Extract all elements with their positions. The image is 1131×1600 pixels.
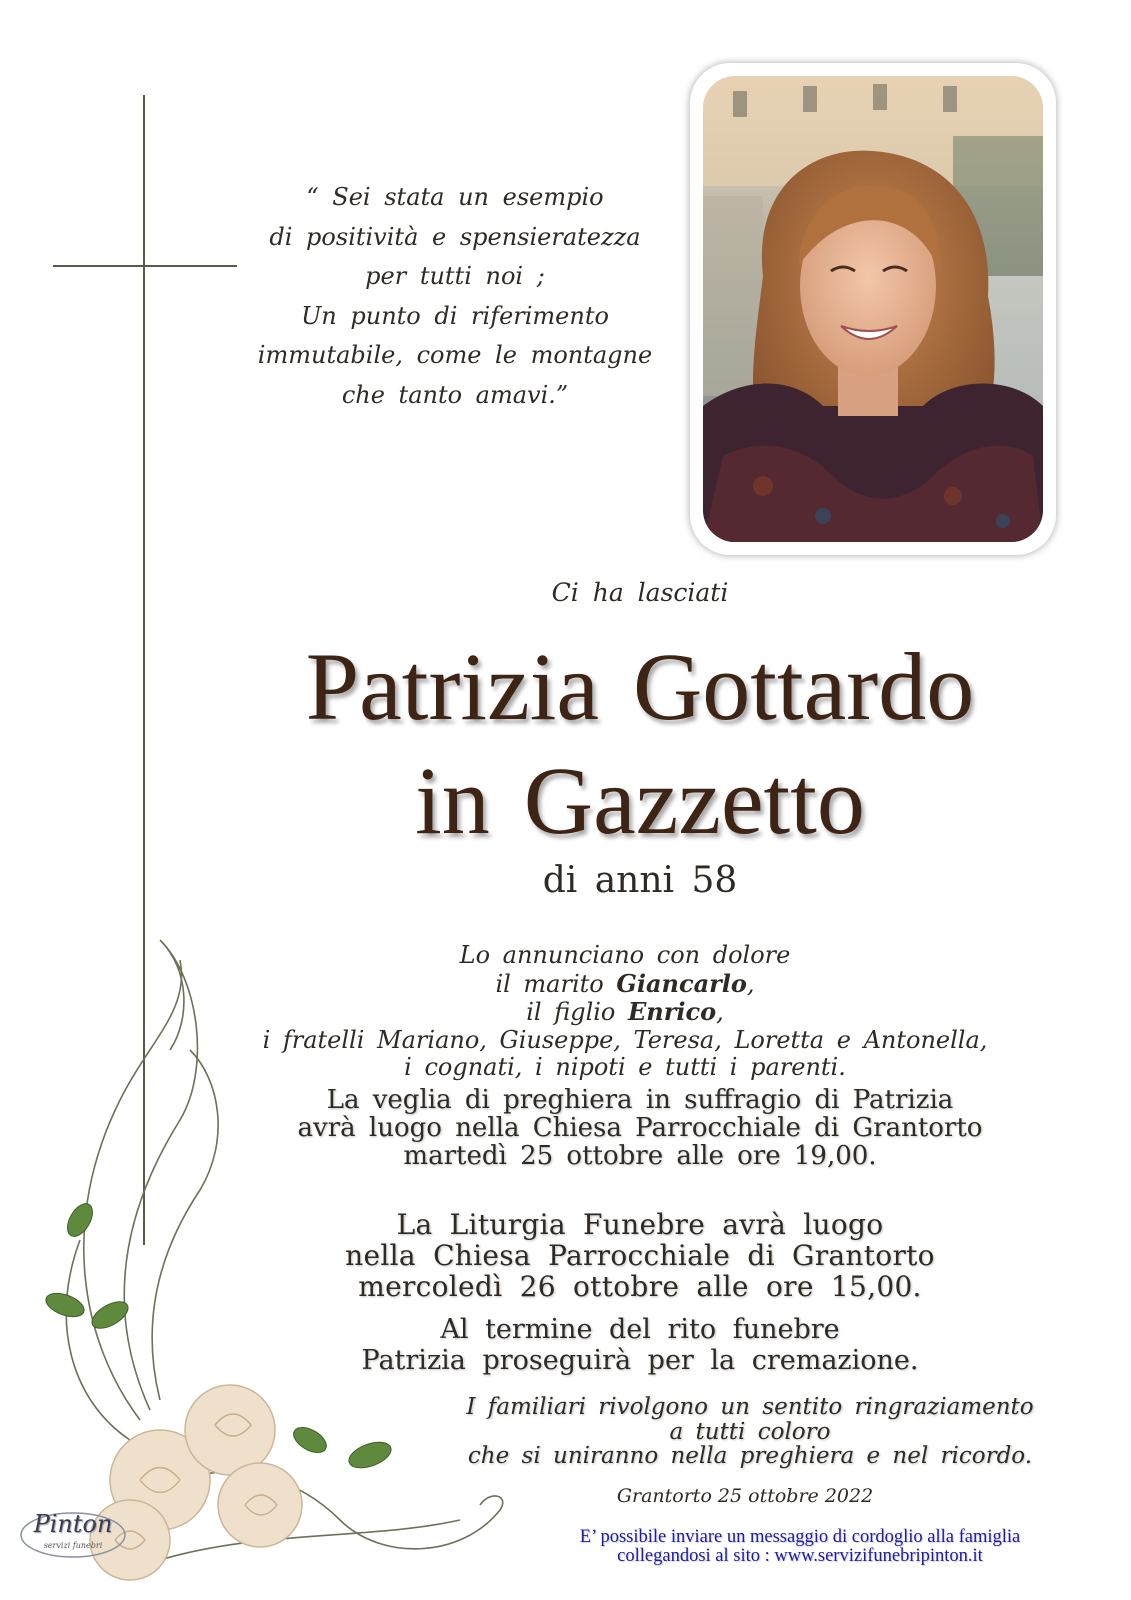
quote-line: “ Sei stata un esempio (306, 183, 604, 211)
thanks-line: a tutti coloro (669, 1418, 831, 1445)
husband-suffix: , (746, 969, 755, 998)
cross-horizontal-line (53, 265, 237, 267)
son-prefix: il figlio (526, 998, 628, 1026)
liturgy-line: La Liturgia Funebre avrà luogo (396, 1208, 884, 1241)
logo-subtitle: servizi funebri (43, 1541, 103, 1550)
portrait-photo (703, 76, 1043, 542)
intro-text: Ci ha lasciati (551, 578, 729, 607)
logo-name: Pinton (33, 1510, 113, 1538)
vigil-line: avrà luogo nella Chiesa Parrocchiale di Grantorto (297, 1113, 983, 1143)
liturgy-line: nella Chiesa Parrocchiale di Grantorto (345, 1239, 935, 1272)
memorial-quote (240, 178, 670, 415)
vigil-line: martedì 25 ottobre alle ore 19,00. (403, 1141, 877, 1171)
thanks-line: che si uniranno nella preghiera e nel ricordo. (467, 1443, 1033, 1469)
website-line: E’ possibile inviare un messaggio di cordoglio alla famiglia (579, 1527, 1021, 1547)
quote-line: per tutti noi ; (365, 262, 545, 290)
thanks-paragraph (430, 1395, 1070, 1469)
announce-line: i cognati, i nipoti e tutti i parenti. (404, 1053, 846, 1081)
quote-line: che tanto amavi.” (341, 380, 569, 409)
quote-line: Un punto di riferimento (301, 301, 609, 330)
vigil-line: La veglia di preghiera in suffragio di Patrizia (326, 1085, 954, 1115)
son-suffix: , (716, 998, 724, 1026)
deceased-name-line1: Patrizia Gottardo (305, 633, 975, 740)
quote-line: immutabile, come le montagne (257, 341, 653, 369)
floral-ornament (40, 920, 520, 1600)
cremation-line: Patrizia proseguirà per la cremazione. (361, 1345, 919, 1376)
announce-line: i fratelli Mariano, Giuseppe, Teresa, Loretta e Antonella, (262, 1025, 988, 1054)
announce-line: Lo annunciano con dolore (459, 941, 791, 969)
age-text: di anni 58 (542, 860, 738, 901)
son-name: Enrico (628, 997, 717, 1026)
cremation-line: Al termine del rito funebre (440, 1314, 840, 1345)
deceased-name-line2: in Gazzetto (415, 747, 865, 854)
website-link[interactable]: collegandosi al sito : www.servizifunebripinton.it (617, 1546, 983, 1566)
place-and-date: Grantorto 25 ottobre 2022 (616, 1485, 874, 1507)
condolence-website-notice (480, 1528, 1120, 1566)
husband-name: Giancarlo (616, 968, 747, 998)
liturgy-line: mercoledì 26 ottobre alle ore 15,00. (358, 1270, 922, 1303)
thanks-line: I familiari rivolgono un sentito ringraziamento (466, 1394, 1034, 1420)
husband-prefix: il marito (495, 969, 617, 998)
quote-line: di positività e spensieratezza (269, 222, 641, 251)
